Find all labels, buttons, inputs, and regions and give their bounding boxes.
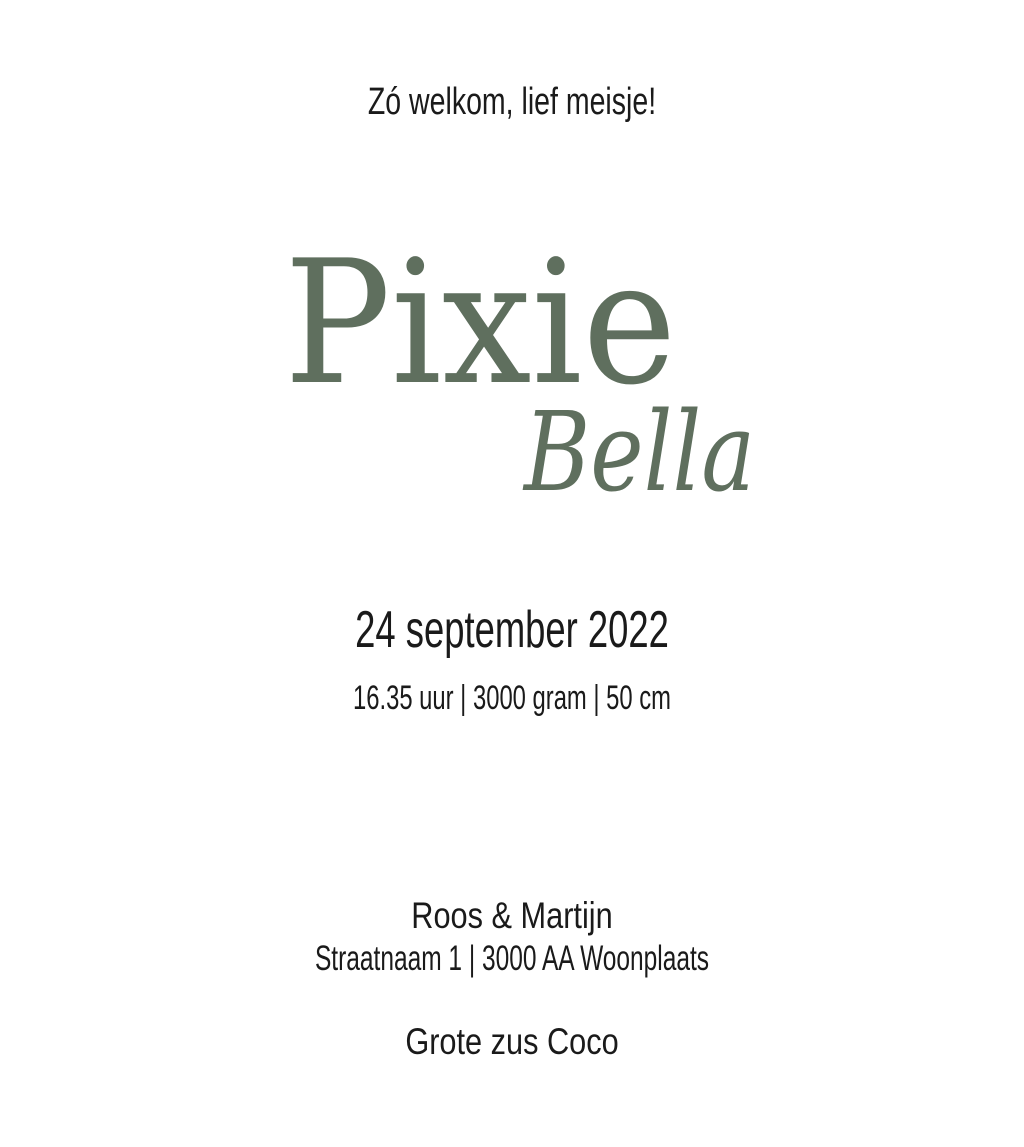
birth-date: 24 september 2022	[355, 601, 669, 659]
intro-text: Zó welkom, lief meisje!	[367, 81, 657, 123]
parents-names: Roos & Martijn	[411, 895, 613, 936]
baby-middle-name: Bella	[524, 388, 756, 516]
sibling-line: Grote zus Coco	[405, 1021, 619, 1062]
family-block	[87, 811, 937, 1147]
birth-stats: 16.35 uur | 3000 gram | 50 cm	[353, 679, 671, 717]
address: Straatnaam 1 | 3000 AA Woonplaats	[314, 939, 710, 978]
baby-first-name: Pixie	[284, 224, 677, 423]
